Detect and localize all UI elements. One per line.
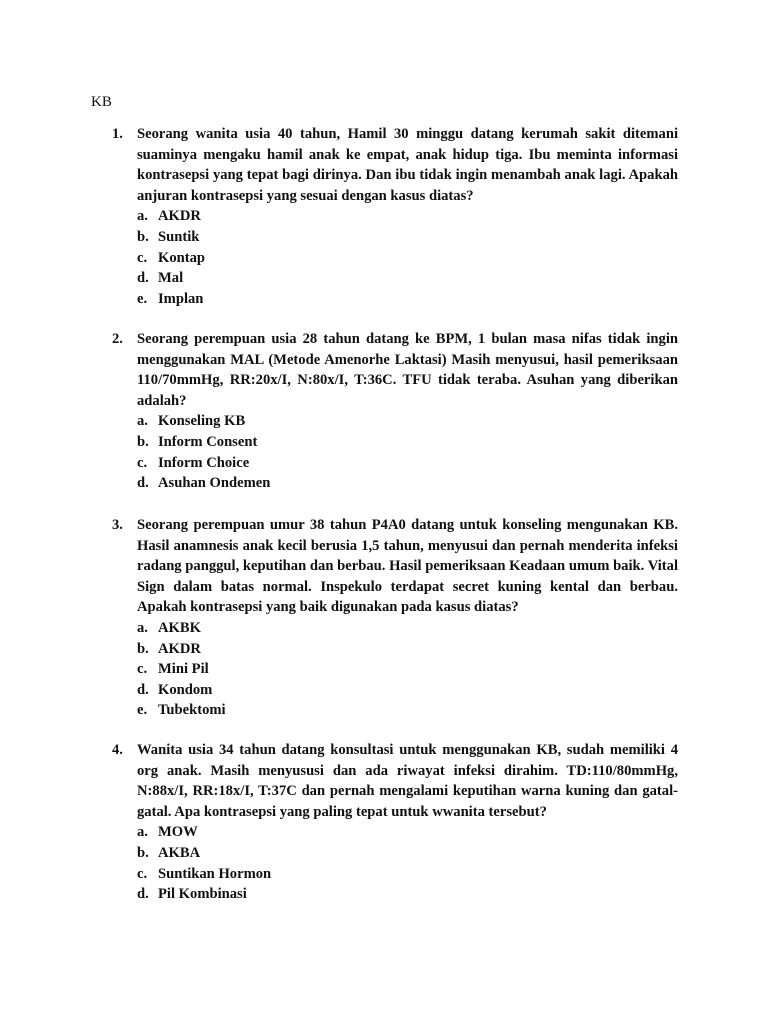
option-letter: e.: [137, 702, 148, 719]
option-text: AKDR: [158, 640, 201, 657]
option-letter: b.: [137, 228, 149, 245]
question-stem: [112, 329, 678, 411]
answer-option-d[interactable]: [137, 268, 678, 289]
answer-options: [112, 411, 678, 493]
option-letter: c.: [137, 661, 148, 678]
option-text: Konseling KB: [158, 413, 246, 430]
answer-option-c[interactable]: [137, 248, 678, 269]
option-text: Asuhan Ondemen: [158, 475, 271, 492]
answer-option-c[interactable]: [137, 864, 678, 885]
option-letter: c.: [137, 865, 148, 882]
option-text: Mal: [158, 270, 184, 287]
answer-option-d[interactable]: [137, 884, 678, 905]
option-text: AKBK: [158, 619, 201, 636]
question-text: Seorang perempuan usia 28 tahun datang ke BPM, 1 bulan masa nifas tidak ingin menggunakan MAL (Metode Amenorhe Laktasi) Masih menyusui, hasil pemeriksaan 110/70mmHg, RR:20x/I, N:80x/I, T:36C. TFU tidak teraba. Asuhan yang diberikan adalah?: [137, 331, 678, 409]
question-number: 1.: [112, 126, 123, 142]
option-letter: d.: [137, 475, 149, 492]
document-title: KB: [91, 94, 112, 110]
option-text: Suntikan Hormon: [158, 865, 272, 882]
question-text: Seorang wanita usia 40 tahun, Hamil 30 minggu datang kerumah sakit ditemani suaminya mengaku hamil anak ke empat, anak hidup tiga. Ibu meminta informasi kontrasepsi yang tepat bagi dirinya. Dan ibu tidak ingin menambah anak lagi. Apakah anjuran kontrasepsi yang sesuai dengan kasus diatas?: [137, 126, 678, 204]
option-letter: b.: [137, 640, 149, 657]
option-letter: a.: [137, 413, 148, 430]
option-letter: d.: [137, 681, 149, 698]
option-text: Implan: [158, 290, 204, 307]
answer-option-a[interactable]: [137, 411, 678, 432]
question-1: [112, 124, 678, 309]
option-text: Inform Consent: [158, 433, 258, 450]
answer-option-b[interactable]: [137, 843, 678, 864]
answer-option-e[interactable]: [137, 289, 678, 310]
option-letter: d.: [137, 270, 149, 287]
option-text: MOW: [158, 824, 198, 841]
option-text: Tubektomi: [158, 702, 226, 719]
answer-option-d[interactable]: [137, 473, 678, 494]
option-text: Mini Pil: [158, 661, 209, 678]
question-4: [112, 740, 678, 905]
question-3: [112, 515, 678, 721]
question-stem: [112, 124, 678, 206]
question-number: 3.: [112, 517, 123, 533]
answer-option-b[interactable]: [137, 639, 678, 660]
option-text: Suntik: [158, 228, 200, 245]
answer-option-a[interactable]: [137, 206, 678, 227]
question-text: Wanita usia 34 tahun datang konsultasi untuk menggunakan KB, sudah memiliki 4 org anak. Masih menyususi dan ada riwayat infeksi dirahim. TD:110/80mmHg, N:88x/I, RR:18x/I, T:37C dan pernah mengalami keputihan warna kuning dan gatal-gatal. Apa kontrasepsi yang paling tepat untuk wwanita tersebut?: [137, 742, 678, 820]
option-letter: b.: [137, 844, 149, 861]
question-2: [112, 329, 678, 494]
answer-options: [112, 206, 678, 309]
option-text: AKBA: [158, 844, 201, 861]
answer-option-c[interactable]: [137, 453, 678, 474]
answer-option-b[interactable]: [137, 432, 678, 453]
option-letter: a.: [137, 619, 148, 636]
option-text: Inform Choice: [158, 454, 250, 471]
option-text: Kondom: [158, 681, 213, 698]
answer-option-e[interactable]: [137, 700, 678, 721]
question-stem: [112, 740, 678, 822]
option-letter: b.: [137, 433, 149, 450]
answer-option-b[interactable]: [137, 227, 678, 248]
answer-option-d[interactable]: [137, 680, 678, 701]
answer-options: [112, 618, 678, 721]
option-letter: e.: [137, 290, 148, 307]
option-letter: a.: [137, 208, 148, 225]
answer-options: [112, 822, 678, 904]
question-number: 4.: [112, 742, 123, 758]
option-letter: d.: [137, 886, 149, 903]
option-letter: c.: [137, 249, 148, 266]
option-text: AKDR: [158, 208, 201, 225]
option-text: Kontap: [158, 249, 206, 266]
answer-option-c[interactable]: [137, 659, 678, 680]
answer-option-a[interactable]: [137, 618, 678, 639]
question-stem: [112, 515, 678, 618]
question-number: 2.: [112, 331, 123, 347]
option-letter: a.: [137, 824, 148, 841]
option-text: Pil Kombinasi: [158, 886, 247, 903]
answer-option-a[interactable]: [137, 822, 678, 843]
option-letter: c.: [137, 454, 148, 471]
question-text: Seorang perempuan umur 38 tahun P4A0 datang untuk konseling mengunakan KB. Hasil anamnesis anak kecil berusia 1,5 tahun, menyusui dan pernah menderita infeksi radang panggul, keputihan dan berbau. Hasil pemeriksaan Keadaan umum baik. Vital Sign dalam batas normal. Inspekulo terdapat secret kuning kental dan berbau. Apakah kontrasepsi yang baik digunakan pada kasus diatas?: [137, 517, 678, 616]
